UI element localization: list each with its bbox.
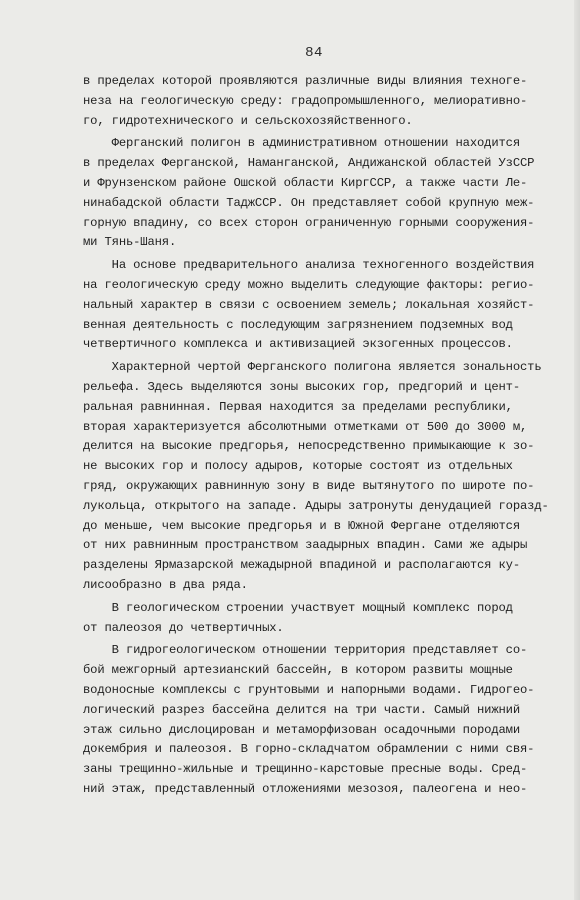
paragraph	[83, 134, 571, 253]
text-line: лисообразно в два ряда.	[83, 577, 248, 592]
text-line: в пределах Ферганской, Наманганской, Андижанской областей УзССР	[83, 156, 535, 171]
text-line: до меньше, чем высокие предгорья и в Южной Фергане отделяются	[83, 518, 520, 533]
body-text	[83, 72, 571, 800]
text-line: водоносные комплексы с грунтовыми и напорными водами. Гидрогео-	[83, 682, 535, 697]
paragraph	[83, 72, 571, 131]
paragraph	[83, 641, 571, 799]
text-line: в пределах которой проявляются различные виды влияния техноге-	[83, 74, 528, 88]
text-line: В геологическом строении участвует мощный комплекс пород	[83, 600, 513, 615]
text-line: докембрия и палеозоя. В горно-складчатом обрамлении с ними свя-	[83, 742, 535, 757]
text-line: нальный характер в связи с освоением земель; локальная хозяйст-	[83, 297, 535, 312]
text-line: неза на геологическую среду: градопромышленного, мелиоративно-	[83, 93, 528, 108]
text-line: делится на высокие предгорья, непосредственно примыкающие к зо-	[83, 439, 535, 454]
text-line: и Фрунзенском районе Ошской области КиргССР, а также части Ле-	[83, 175, 528, 190]
text-line: заны трещинно-жильные и трещинно-карстовые пресные воды. Сред-	[83, 762, 528, 777]
text-line: В гидрогеологическом отношении территория представляет со-	[83, 643, 528, 658]
text-line: го, гидротехнического и сельскохозяйственного.	[83, 113, 413, 128]
text-line: вторая характеризуется абсолютными отметками от 500 до 3000 м,	[83, 419, 528, 434]
text-line: На основе предварительного анализа техногенного воздействия	[83, 258, 535, 273]
text-line: разделены Ярмазарской межадырной впадиной и располагаются ку-	[83, 558, 520, 573]
text-line: логический разрез бассейна делится на три части. Самый нижний	[83, 702, 520, 717]
text-line: рельефа. Здесь выделяются зоны высоких гор, предгорий и цент-	[83, 379, 520, 394]
text-line: лукольца, открытого на западе. Адыры затронуты денудацией горазд-	[83, 498, 549, 513]
text-line: на геологическую среду можно выделить следующие факторы: регио-	[83, 277, 535, 292]
text-line: не высоких гор и полосу адыров, которые состоят из отдельных	[83, 459, 513, 474]
text-line: горную впадину, со всех сторон ограниченную горными сооружения-	[83, 215, 535, 230]
text-line: от палеозоя до четвертичных.	[83, 620, 284, 635]
text-line: Ферганский полигон в административном отношении находится	[83, 136, 520, 151]
text-line: бой межгорный артезианский бассейн, в котором развиты мощные	[83, 663, 513, 678]
paragraph	[83, 358, 571, 596]
text-line: нинабадской области ТаджССР. Он представляет собой крупную меж-	[83, 195, 535, 210]
text-line: Характерной чертой Ферганского полигона является зональность	[83, 360, 542, 375]
text-line: венная деятельность с последующим загрязнением подземных вод	[83, 317, 513, 332]
text-line: ральная равнинная. Первая находится за пределами республики,	[83, 399, 513, 414]
paragraph	[83, 256, 571, 355]
page-edge-shadow	[574, 0, 580, 900]
text-line: ний этаж, представленный отложениями мезозоя, палеогена и нео-	[83, 781, 528, 796]
text-line: ми Тянь-Шаня.	[83, 235, 177, 250]
text-line: этаж сильно дислоцирован и метаморфизован осадочными породами	[83, 722, 520, 737]
text-line: четвертичного комплекса и активизацией экзогенных процессов.	[83, 337, 513, 352]
page-number: 84	[305, 45, 323, 61]
text-line: от них равнинным пространством заадырных впадин. Сами же адыры	[83, 538, 528, 553]
text-line: гряд, окружающих равнинную зону в виде вытянутого по широте по-	[83, 478, 535, 493]
paragraph	[83, 599, 571, 639]
